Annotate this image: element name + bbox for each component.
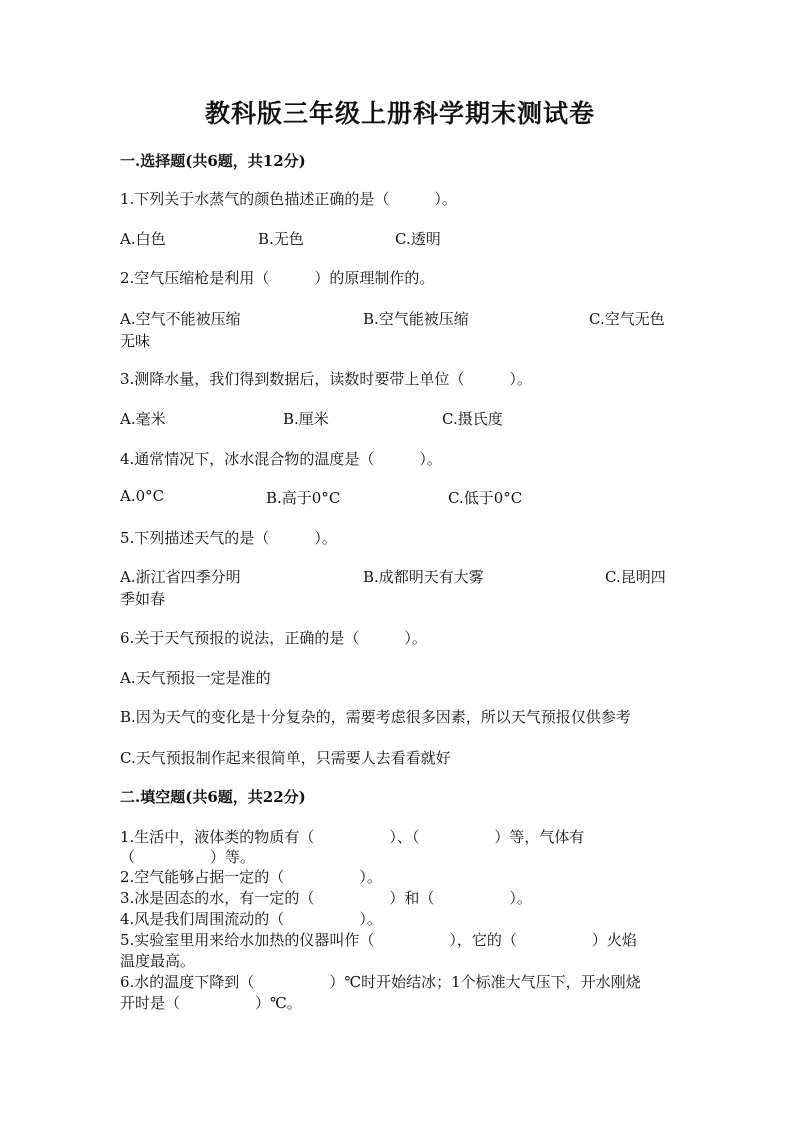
question-2-option-b: B.空气能被压缩 bbox=[363, 310, 469, 328]
question-4-option-a: A.0°C bbox=[120, 487, 165, 505]
fill-question-5-line-2: 温度最高。 bbox=[120, 952, 196, 970]
question-2-option-c-continued: 无味 bbox=[120, 332, 151, 350]
question-1-option-b: B.无色 bbox=[258, 230, 304, 248]
question-6-stem: 6.关于天气预报的说法，正确的是（ ）。 bbox=[120, 629, 427, 647]
fill-question-6-line-1: 6.水的温度下降到（ ）℃时开始结冰；1个标准大气压下，开水刚烧 bbox=[120, 973, 641, 991]
question-2-option-a: A.空气不能被压缩 bbox=[120, 310, 241, 328]
question-5-option-a: A.浙江省四季分明 bbox=[120, 568, 241, 586]
fill-question-1-line-2: （ ）等。 bbox=[120, 848, 256, 866]
question-6-option-a: A.天气预报一定是准的 bbox=[120, 669, 271, 687]
fill-question-4: 4.风是我们周围流动的（ ）。 bbox=[120, 910, 382, 928]
question-1-option-a: A.白色 bbox=[120, 230, 166, 248]
question-5-stem: 5.下列描述天气的是（ ）。 bbox=[120, 529, 337, 547]
question-2-option-c: C.空气无色 bbox=[589, 310, 665, 328]
section-heading-fill-in: 二.填空题(共6题，共22分) bbox=[120, 788, 306, 806]
question-6-option-b: B.因为天气的变化是十分复杂的，需要考虑很多因素，所以天气预报仅供参考 bbox=[120, 708, 631, 726]
question-2-stem: 2.空气压缩枪是利用（ ）的原理制作的。 bbox=[120, 269, 435, 287]
question-1-stem: 1.下列关于水蒸气的颜色描述正确的是（ ）。 bbox=[120, 190, 457, 208]
question-3-stem: 3.测降水量，我们得到数据后，读数时要带上单位（ ）。 bbox=[120, 370, 532, 388]
question-3-option-b: B.厘米 bbox=[283, 410, 329, 428]
fill-question-1-line-1: 1.生活中，液体类的物质有（ ）、（ ）等，气体有 bbox=[120, 828, 585, 846]
question-3-option-c: C.摄氏度 bbox=[442, 410, 503, 428]
question-3-option-a: A.毫米 bbox=[120, 410, 166, 428]
fill-question-3: 3.冰是固态的水，有一定的（ ）和（ ）。 bbox=[120, 889, 532, 907]
question-1-option-c: C.透明 bbox=[395, 230, 441, 248]
question-4-option-b: B.高于0°C bbox=[266, 489, 341, 507]
fill-question-5-line-1: 5.实验室里用来给水加热的仪器叫作（ ），它的（ ）火焰 bbox=[120, 931, 637, 949]
section-heading-choice: 一.选择题(共6题，共12分) bbox=[120, 152, 306, 170]
fill-question-6-line-2: 开时是（ ）℃。 bbox=[120, 994, 302, 1012]
question-4-stem: 4.通常情况下，冰水混合物的温度是（ ）。 bbox=[120, 450, 442, 468]
question-5-option-c: C.昆明四 bbox=[605, 568, 666, 586]
fill-question-2: 2.空气能够占据一定的（ ）。 bbox=[120, 868, 382, 886]
question-4-option-c: C.低于0°C bbox=[448, 489, 523, 507]
question-5-option-c-continued: 季如春 bbox=[120, 590, 166, 608]
question-6-option-c: C.天气预报制作起来很简单，只需要人去看看就好 bbox=[120, 749, 451, 767]
question-5-option-b: B.成都明天有大雾 bbox=[363, 568, 484, 586]
page-title: 教科版三年级上册科学期末测试卷 bbox=[204, 99, 595, 128]
